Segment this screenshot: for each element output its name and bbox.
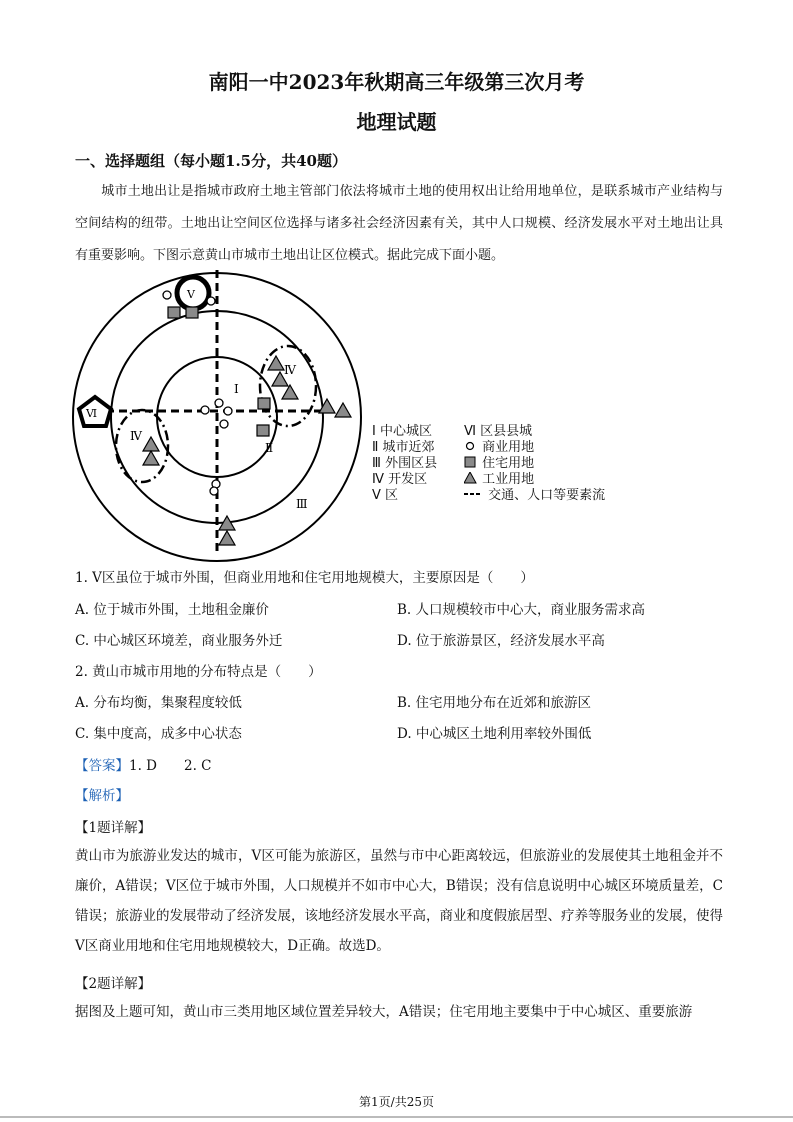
commercial-marker [207, 297, 215, 305]
intro-text: 城市土地出让是指城市政府土地主管部门依法将城市土地的使用权出让给用地单位，是联系城市产业结构与空间结构的纽带。土地出让空间区位选择与诸多社会经济因素有关，其中人口规模、经济发展水平对土地出让具有重要影响。下图示意黄山市城市土地出让区位模式。据此完成下面小题。 [75, 184, 723, 263]
question-1-option-a: A. 位于城市外围，土地租金廉价 [75, 602, 269, 618]
zone-label-i: Ⅰ [234, 382, 239, 396]
zone-label-vi: Ⅵ [86, 407, 98, 420]
footer-divider [0, 1116, 793, 1118]
commercial-symbol-icon [464, 440, 478, 452]
question-2-stem: 2. 黄山市城市用地的分布特点是（ ） [75, 664, 322, 680]
industrial-marker [143, 437, 159, 451]
exam-subtitle: 地理试题 [356, 110, 437, 134]
question-2-option-d: D. 中心城区土地利用率较外围低 [397, 726, 592, 742]
question-1-stem: 1. Ⅴ区虽位于城市外围，但商业用地和住宅用地规模大，主要原因是（ ） [75, 570, 534, 586]
zone-label-ii: Ⅱ [265, 441, 274, 455]
detail-1-text: 黄山市为旅游业发达的城市，Ⅴ区可能为旅游区，虽然与市中心距离较远，但旅游业的发展使其土地租金并不廉价，A错误；Ⅴ区位于城市外围，人口规模并不如市中心大，B错误；没有信息说明中心城区环境质量差，C错误；旅游业的发展带动了经济发展，该地经济发展水平高，商业和度假旅居型、疗养等服务业的发展，使得Ⅴ区商业用地和住宅用地规模较大，D正确。故选D。 [75, 848, 723, 954]
legend-commercial: 商业用地 [464, 440, 605, 456]
zone-label-iv-east: Ⅳ [284, 363, 296, 377]
legend-zone-i: Ⅰ 中心城区 [372, 424, 432, 439]
commercial-marker [215, 399, 223, 407]
legend-residential: 住宅用地 [464, 456, 605, 472]
legend-zone-iv: Ⅳ 开发区 [372, 472, 428, 487]
industrial-marker [219, 531, 235, 545]
detail-2-heading: 【2题详解】 [75, 976, 152, 992]
industrial-marker [282, 385, 298, 399]
legend-zone-ii: Ⅱ 城市近郊 [372, 440, 435, 455]
commercial-marker [163, 291, 171, 299]
legend-zone-vi: Ⅵ 区县县城 [464, 424, 533, 439]
exam-title: 南阳一中2023年秋期高三年级第三次月考 [208, 70, 585, 94]
commercial-marker [210, 487, 218, 495]
analysis-tag: 【解析】 [75, 788, 129, 804]
detail-2-text: 据图及上题可知，黄山市三类用地区域位置差异较大，A错误；住宅用地主要集中于中心城区、重要旅游 [75, 1004, 693, 1020]
answer-text: 1. D 2. C [129, 758, 212, 774]
residential-marker [186, 307, 198, 318]
zone-label-v: Ⅴ [187, 288, 195, 301]
flow-symbol-icon [464, 488, 484, 500]
industrial-marker [143, 451, 159, 465]
legend-symbols [464, 424, 605, 504]
detail-1-heading: 【1题详解】 [75, 820, 152, 836]
industrial-marker [268, 356, 284, 370]
question-1-option-d: D. 位于旅游景区，经济发展水平高 [397, 633, 605, 649]
page-footer: 第1页/共25页 [359, 1095, 434, 1109]
dev-zone-boundary-west [116, 410, 168, 482]
question-1-option-c: C. 中心城区环境差，商业服务外迁 [75, 633, 283, 649]
answer-line [75, 754, 212, 774]
commercial-marker [220, 420, 228, 428]
residential-marker [168, 307, 180, 318]
question-1-option-b: B. 人口规模较市中心大，商业服务需求高 [397, 602, 646, 618]
legend-zone-v: Ⅴ 区 [372, 488, 399, 503]
question-2-option-b: B. 住宅用地分布在近郊和旅游区 [397, 695, 592, 711]
question-2-option-c: C. 集中度高，成多中心状态 [75, 726, 242, 742]
question-2-option-a: A. 分布均衡，集聚程度较低 [75, 695, 242, 711]
commercial-land-markers [163, 291, 232, 495]
intro-paragraph [75, 176, 723, 272]
legend-zone-iii: Ⅲ 外围区县 [372, 456, 438, 471]
zone-label-iv-west: Ⅳ [130, 429, 142, 443]
land-transfer-diagram [60, 262, 620, 562]
residential-marker [258, 398, 270, 409]
industrial-marker [335, 403, 351, 417]
section-heading: 一、选择题组（每小题1.5分，共40题） [75, 152, 347, 170]
legend-flow: 交通、人口等要素流 [464, 488, 605, 504]
residential-marker [257, 425, 269, 436]
commercial-marker [224, 407, 232, 415]
legend-industrial: 工业用地 [464, 472, 605, 488]
industrial-symbol-icon [464, 472, 478, 484]
commercial-marker [201, 406, 209, 414]
legend-zones [372, 424, 437, 504]
residential-symbol-icon [464, 456, 478, 468]
zone-label-iii: Ⅲ [296, 497, 308, 511]
answer-tag: 【答案】 [75, 758, 129, 774]
